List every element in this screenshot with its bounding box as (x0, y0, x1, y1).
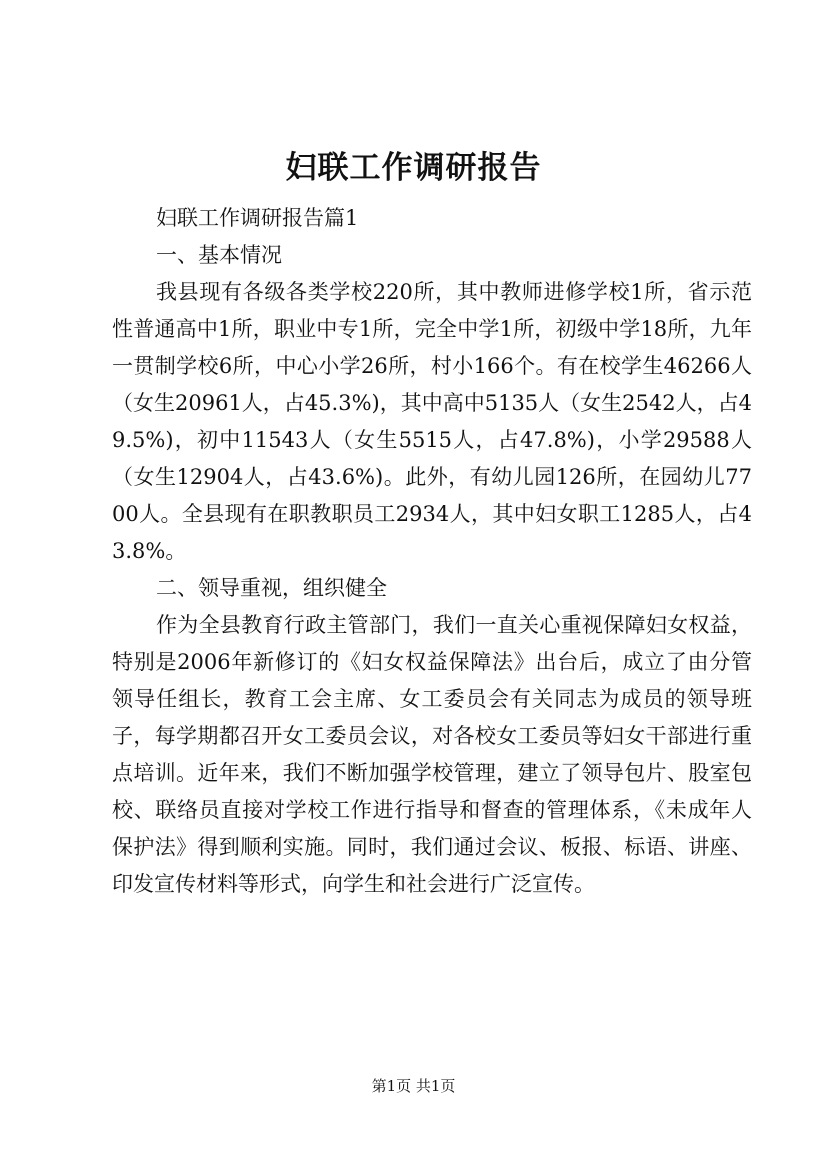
page-footer: 第1页 共1页 (371, 1077, 456, 1095)
paragraph-basic-situation: 我县现有各级各类学校220所，其中教师进修学校1所，省示范性普通高中1所，职业中专1所，完全中学1所，初级中学18所，九年一贯制学校6所，中心小学26所，村小166个。有在校学生46266人（女生20961人，占45.3%)，其中高中5135人（女生2542人，占49.5%)，初中11543人（女生5515人，占47.8%)，小学29588人（女生12904人，占43.6%)。此外，有幼儿园126所，在园幼儿7700人。全县现有在职教职员工2934人，其中妇女职工1285人，占43.8%。 (112, 280, 752, 563)
section-heading-basic-situation: 一、基本情况 (156, 243, 282, 267)
paragraph-leadership: 作为全县教育行政主管部门，我们一直关心重视保障妇女权益，特别是2006年新修订的《妇女权益保障法》出台后，成立了由分管领导任组长，教育工会主席、女工委员会有关同志为成员的领导班子，每学期都召开女工委员会议，对各校女工委员等妇女干部进行重点培训。近年来，我们不断加强学校管理，建立了领导包片、股室包校、联络员直接对学校工作进行指导和督查的管理体系，《未成年人保护法》得到顺利实施。同时，我们通过会议、板报、标语、讲座、印发宣传材料等形式，向学生和社会进行广泛宣传。 (112, 613, 752, 896)
document-title: 妇联工作调研报告 (285, 150, 542, 186)
document-subtitle: 妇联工作调研报告篇1 (156, 206, 359, 230)
document-body (112, 200, 752, 903)
section-heading-leadership: 二、领导重视，组织健全 (156, 576, 387, 600)
